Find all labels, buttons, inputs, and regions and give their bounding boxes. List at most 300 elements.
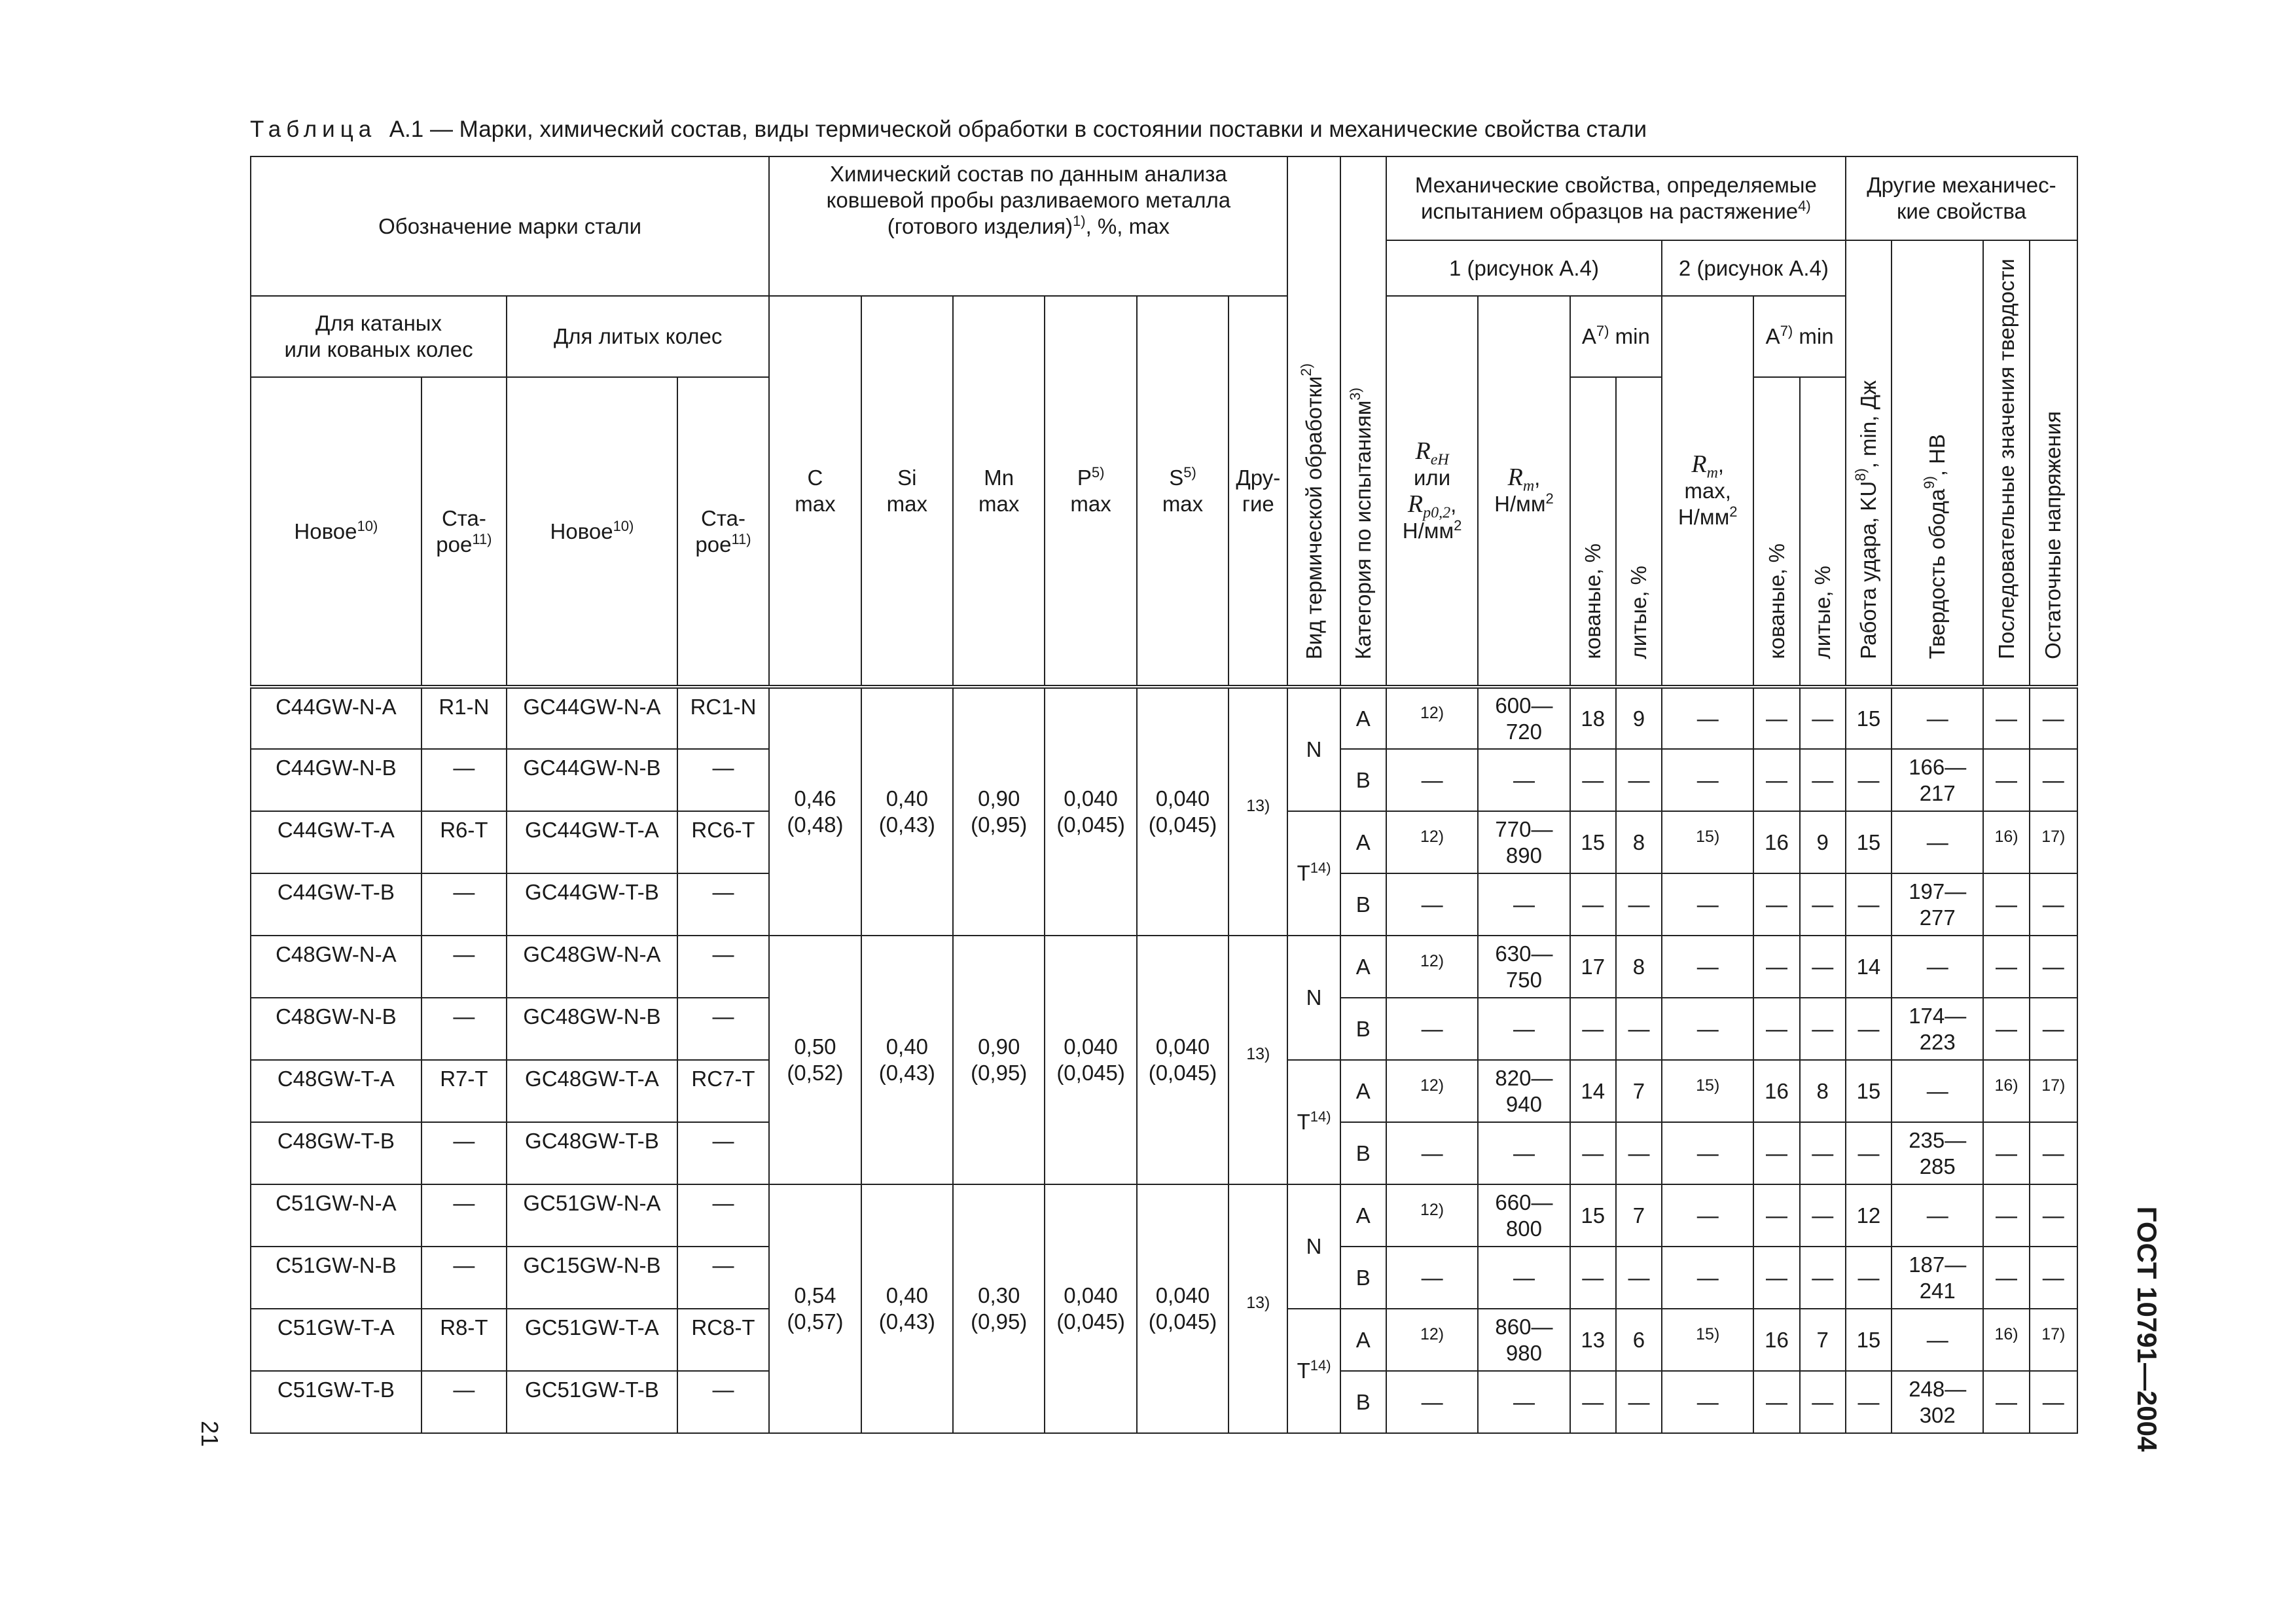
- tensile-strength-max: 940: [1505, 1091, 1542, 1116]
- elongation-forged-cell-2: 16: [1753, 811, 1799, 873]
- hardness-cell: [1892, 1122, 1983, 1184]
- grade-new-cell: C48GW-T-B: [251, 1122, 422, 1184]
- residual-stress-value: 17): [2041, 1076, 2066, 1095]
- residual-stress-value: 17): [2041, 1324, 2066, 1343]
- tensile-max-value: —: [1696, 706, 1719, 731]
- hardness-min: —: [1926, 1078, 1948, 1103]
- cast-grade-old-cell: —: [677, 936, 769, 998]
- elongation-forged-cell-2: —: [1753, 1371, 1799, 1433]
- chem-other-note: 13): [1246, 797, 1270, 815]
- hardness-cell: [1892, 1309, 1983, 1371]
- cast-old-line1: Ста-: [701, 505, 745, 530]
- hardness-max: 277: [1919, 905, 1956, 930]
- grade-new-cell: C44GW-T-A: [251, 811, 422, 873]
- hardness-max: 241: [1919, 1278, 1956, 1303]
- hardness-min: 174—: [1909, 1003, 1967, 1028]
- chem-mn-value: 0,90: [978, 1034, 1020, 1059]
- rolled-old-header: [422, 377, 507, 687]
- seq-hardness-value: 16): [1994, 827, 2018, 846]
- residual-stress-value: —: [2042, 1265, 2064, 1290]
- heat-treatment-t-sup: 14): [1310, 1108, 1331, 1125]
- elongation-cast-cell-1: 7: [1616, 1184, 1662, 1247]
- chem-p-value: 0,040: [1064, 1283, 1118, 1307]
- hardness-min: —: [1926, 954, 1948, 979]
- hardness-min: 166—: [1909, 754, 1967, 779]
- elongation-cast-cell-1: —: [1616, 1122, 1662, 1184]
- tensile-strength-cell: [1478, 811, 1570, 873]
- hardness-header: [1892, 240, 1983, 687]
- residual-stress-cell: [2030, 1247, 2077, 1309]
- chem-mn-cell: [953, 936, 1045, 1184]
- reh-header: [1386, 296, 1478, 687]
- chem-c-value: 0,50: [794, 1034, 836, 1059]
- seq-hardness-cell: [1983, 1184, 2029, 1247]
- elongation-cast-cell-2: 8: [1800, 1060, 1846, 1122]
- tensile-strength-max: 720: [1505, 719, 1542, 744]
- chem-mn-ladle-value: (0,95): [971, 812, 1028, 837]
- hardness-cell: [1892, 1371, 1983, 1433]
- elongation-cast-cell-1: 9: [1616, 687, 1662, 749]
- mech-header: [1386, 156, 1846, 240]
- tensile-strength-max: 750: [1505, 967, 1542, 992]
- s-label: S: [1169, 465, 1184, 490]
- yield-strength-value: —: [1421, 1140, 1443, 1165]
- residual-stress-value: —: [2042, 1389, 2064, 1414]
- hardness-cell: [1892, 1247, 1983, 1309]
- rm2-unit-sup: 2: [1729, 503, 1738, 520]
- heat-treatment-t-cell: [1287, 1309, 1340, 1433]
- s-header: [1137, 296, 1229, 687]
- hardness-min: 187—: [1909, 1252, 1967, 1277]
- side-title: [2121, 1198, 2173, 1460]
- grade-old-cell: —: [422, 998, 507, 1060]
- page-number: [190, 1408, 229, 1460]
- elongation-forged-cell-1: 15: [1570, 1184, 1616, 1247]
- residual-stress-cell: [2030, 1371, 2077, 1433]
- heat-treatment-header: [1287, 156, 1340, 687]
- heat-treatment-t-sup: 14): [1310, 1357, 1331, 1374]
- rolled-new-text: Новое: [294, 519, 357, 543]
- grade-new-cell: C48GW-N-B: [251, 998, 422, 1060]
- yield-strength-cell: [1386, 1371, 1478, 1433]
- caption-prefix: Таблица: [250, 117, 377, 142]
- residual-stress-value: —: [2042, 1140, 2064, 1165]
- yield-strength-cell: [1386, 1122, 1478, 1184]
- seq-hardness-cell: [1983, 998, 2029, 1060]
- a-min-2-sup: 7): [1780, 323, 1793, 339]
- test-category-cell: A: [1340, 811, 1386, 873]
- tensile-max-value: 15): [1696, 1076, 1720, 1095]
- test-category-cell: B: [1340, 873, 1386, 936]
- residual-stress-value: —: [2042, 767, 2064, 792]
- forged-header-1: [1570, 377, 1616, 687]
- chem-header-tail: , %, max: [1085, 214, 1170, 238]
- cast-grade-new-cell: GC51GW-T-B: [507, 1371, 677, 1433]
- yield-strength-value: —: [1421, 767, 1443, 792]
- test-category-cell: B: [1340, 1122, 1386, 1184]
- impact-energy-cell: 14: [1846, 936, 1892, 998]
- yield-strength-value: —: [1421, 1389, 1443, 1414]
- yield-strength-cell: [1386, 749, 1478, 811]
- chem-mn-cell: [953, 1184, 1045, 1433]
- elongation-forged-cell-2: —: [1753, 936, 1799, 998]
- elongation-cast-cell-2: 9: [1800, 811, 1846, 873]
- chem-c-ladle-value: (0,52): [787, 1061, 844, 1085]
- hardness-cell: [1892, 811, 1983, 873]
- fig1-header: [1386, 240, 1662, 296]
- a-min-header-1: [1570, 296, 1662, 377]
- p-sup: 5): [1091, 464, 1105, 481]
- hardness-max: 302: [1919, 1402, 1956, 1427]
- forged-header-2: [1753, 377, 1799, 687]
- other-line1: Дру-: [1236, 465, 1281, 490]
- chem-c-value: 0,46: [794, 786, 836, 811]
- cast-grade-new-cell: GC48GW-N-B: [507, 998, 677, 1060]
- elongation-cast-cell-2: —: [1800, 749, 1846, 811]
- rm2-letter: R: [1691, 450, 1707, 478]
- cast-grade-old-cell: —: [677, 998, 769, 1060]
- seq-hardness-cell: [1983, 687, 2029, 749]
- elongation-forged-cell-1: —: [1570, 1247, 1616, 1309]
- yield-strength-value: 12): [1420, 827, 1444, 846]
- tensile-strength-cell: [1478, 749, 1570, 811]
- seq-hardness-cell: [1983, 811, 2029, 873]
- mn-max: max: [978, 491, 1020, 516]
- c-max: max: [795, 491, 836, 516]
- chem-c-ladle-value: (0,48): [787, 812, 844, 837]
- test-category-text: Категория по испытаниям: [1350, 400, 1375, 659]
- other-header: [1229, 296, 1287, 687]
- test-category-cell: A: [1340, 687, 1386, 749]
- seq-hardness-header: [1983, 240, 2029, 687]
- a-min-2-b: min: [1793, 324, 1834, 348]
- hardness-min: —: [1926, 830, 1948, 854]
- tensile-strength-min: 660—: [1495, 1190, 1553, 1214]
- impact-energy-cell: 15: [1846, 811, 1892, 873]
- residual-stress-cell: [2030, 687, 2077, 749]
- chem-p-cell: [1045, 687, 1136, 936]
- rm-unit: Н/мм: [1494, 492, 1546, 516]
- heat-treatment-t-cell: [1287, 811, 1340, 936]
- chem-other-note: 13): [1246, 1294, 1270, 1312]
- hardness-cell: [1892, 749, 1983, 811]
- cast-new-header: [507, 377, 677, 687]
- elongation-forged-cell-1: 15: [1570, 811, 1616, 873]
- elongation-forged-cell-1: 13: [1570, 1309, 1616, 1371]
- residual-stress-cell: [2030, 1309, 2077, 1371]
- cast-grade-old-cell: —: [677, 1371, 769, 1433]
- grade-new-cell: C44GW-N-B: [251, 749, 422, 811]
- yield-strength-value: —: [1421, 1265, 1443, 1290]
- side-title-text: ГОСТ 10791—2004: [2132, 1206, 2162, 1452]
- a-min-2-a: A: [1765, 324, 1780, 348]
- tensile-strength-max: 890: [1505, 843, 1542, 867]
- grade-new-cell: C51GW-T-B: [251, 1371, 422, 1433]
- tensile-max-cell: [1662, 1309, 1753, 1371]
- tensile-strength-cell: [1478, 687, 1570, 749]
- chem-other-cell: [1229, 1184, 1287, 1433]
- elongation-forged-cell-2: —: [1753, 873, 1799, 936]
- chem-si-cell: [861, 687, 953, 936]
- rolled-old-line2: рое: [436, 532, 473, 556]
- designation-header: [251, 156, 769, 296]
- tensile-strength-min: —: [1513, 1389, 1535, 1414]
- residual-stress-value: 17): [2041, 827, 2066, 846]
- seq-hardness-value: —: [1996, 1016, 2018, 1041]
- mech-header-sup: 4): [1798, 198, 1811, 214]
- tensile-strength-cell: [1478, 998, 1570, 1060]
- rp-letter: R: [1407, 490, 1424, 518]
- steel-grades-table: [250, 156, 2078, 1434]
- test-category-cell: A: [1340, 1060, 1386, 1122]
- elongation-forged-cell-2: 16: [1753, 1309, 1799, 1371]
- tensile-max-cell: [1662, 936, 1753, 998]
- seq-hardness-cell: [1983, 749, 2029, 811]
- mech-header-line1: Механические свойства, определяемые: [1414, 173, 1817, 197]
- elongation-cast-cell-2: —: [1800, 1184, 1846, 1247]
- hardness-max: 223: [1919, 1029, 1956, 1054]
- grade-old-cell: R6-T: [422, 811, 507, 873]
- grade-old-cell: —: [422, 1122, 507, 1184]
- elongation-cast-cell-2: —: [1800, 687, 1846, 749]
- elongation-cast-cell-1: 7: [1616, 1060, 1662, 1122]
- tensile-strength-min: —: [1513, 1016, 1535, 1041]
- hardness-cell: [1892, 873, 1983, 936]
- cast-grade-old-cell: RC6-T: [677, 811, 769, 873]
- seq-hardness-cell: [1983, 1060, 2029, 1122]
- tensile-max-cell: [1662, 1371, 1753, 1433]
- tensile-max-value: —: [1696, 1389, 1719, 1414]
- seq-hardness-value: 16): [1994, 1076, 2018, 1095]
- tensile-strength-cell: [1478, 1309, 1570, 1371]
- grade-old-cell: R1-N: [422, 687, 507, 749]
- grade-new-cell: C48GW-N-A: [251, 936, 422, 998]
- forged-text-2: кованые, %: [1764, 543, 1789, 659]
- chem-s-value: 0,040: [1155, 1034, 1210, 1059]
- rp-symbol: [1407, 490, 1451, 522]
- seq-hardness-value: —: [1996, 892, 2018, 917]
- hardness-cell: [1892, 936, 1983, 998]
- cast-grade-old-cell: RC7-T: [677, 1060, 769, 1122]
- yield-strength-cell: [1386, 1060, 1478, 1122]
- cast-pct-header-1: [1616, 377, 1662, 687]
- test-category-cell: B: [1340, 749, 1386, 811]
- tensile-max-value: 15): [1696, 827, 1720, 846]
- yield-strength-cell: [1386, 687, 1478, 749]
- forged-text-1: кованые, %: [1580, 543, 1605, 659]
- rm-letter: R: [1507, 464, 1523, 491]
- impact-energy-cell: 15: [1846, 687, 1892, 749]
- tensile-strength-cell: [1478, 1371, 1570, 1433]
- chem-s-ladle-value: (0,045): [1148, 812, 1217, 837]
- test-category-cell: A: [1340, 1309, 1386, 1371]
- residual-stress-cell: [2030, 1122, 2077, 1184]
- elongation-cast-cell-1: —: [1616, 1247, 1662, 1309]
- rolled-header: [251, 296, 507, 377]
- grade-old-cell: —: [422, 1371, 507, 1433]
- chem-mn-ladle-value: (0,95): [971, 1061, 1028, 1085]
- chem-header-line3: (готового изделия): [887, 214, 1073, 238]
- yield-strength-value: —: [1421, 892, 1443, 917]
- chem-p-cell: [1045, 936, 1136, 1184]
- hardness-min: 248—: [1909, 1376, 1967, 1401]
- fig2-text: 2 (рисунок А.4): [1678, 255, 1829, 280]
- elongation-cast-cell-2: —: [1800, 936, 1846, 998]
- rolled-new-sup: 10): [357, 517, 378, 534]
- chem-s-cell: [1137, 687, 1229, 936]
- tensile-strength-max: 800: [1505, 1216, 1542, 1241]
- elongation-cast-cell-2: 7: [1800, 1309, 1846, 1371]
- elongation-cast-cell-1: —: [1616, 1371, 1662, 1433]
- seq-hardness-cell: [1983, 1371, 2029, 1433]
- chem-other-cell: [1229, 687, 1287, 936]
- p-max: max: [1070, 491, 1111, 516]
- heat-treatment-t-label: T: [1297, 1359, 1310, 1383]
- elongation-cast-cell-1: —: [1616, 749, 1662, 811]
- cast-grade-new-cell: GC44GW-T-A: [507, 811, 677, 873]
- cast-grade-new-cell: GC51GW-T-A: [507, 1309, 677, 1371]
- rm2-comma: ,: [1717, 452, 1725, 477]
- elongation-cast-cell-2: —: [1800, 873, 1846, 936]
- a-min-1-a: A: [1581, 324, 1596, 348]
- hardness-max: 285: [1919, 1154, 1956, 1178]
- chem-s-ladle-value: (0,045): [1148, 1309, 1217, 1334]
- chem-p-ladle-value: (0,045): [1056, 1309, 1125, 1334]
- impact-energy-cell: 12: [1846, 1184, 1892, 1247]
- table-row: [251, 936, 2077, 998]
- impact-energy-cell: —: [1846, 1371, 1892, 1433]
- chem-si-ladle-value: (0,43): [878, 1309, 935, 1334]
- cast-grade-old-cell: —: [677, 1122, 769, 1184]
- yield-strength-cell: [1386, 1247, 1478, 1309]
- tensile-max-cell: [1662, 1122, 1753, 1184]
- fig2-header: [1662, 240, 1846, 296]
- elongation-cast-cell-2: —: [1800, 1371, 1846, 1433]
- rm-max-header: [1662, 296, 1753, 687]
- tensile-max-cell: [1662, 873, 1753, 936]
- chem-s-value: 0,040: [1155, 786, 1210, 811]
- cast-grade-new-cell: GC44GW-N-A: [507, 687, 677, 749]
- cast-pct-text-2: литые, %: [1810, 566, 1835, 659]
- test-category-cell: B: [1340, 1247, 1386, 1309]
- cast-grade-old-cell: RC1-N: [677, 687, 769, 749]
- elongation-forged-cell-1: 17: [1570, 936, 1616, 998]
- grade-new-cell: C51GW-N-A: [251, 1184, 422, 1247]
- chem-c-cell: [769, 936, 861, 1184]
- hardness-min: —: [1926, 706, 1948, 731]
- heat-treatment-t-label: T: [1297, 861, 1310, 885]
- table-body: [251, 687, 2077, 1433]
- tensile-max-value: —: [1696, 954, 1719, 979]
- chem-si-cell: [861, 1184, 953, 1433]
- tensile-strength-min: 860—: [1495, 1314, 1553, 1339]
- si-label: Si: [897, 465, 917, 490]
- seq-hardness-cell: [1983, 1122, 2029, 1184]
- elongation-forged-cell-1: 14: [1570, 1060, 1616, 1122]
- elongation-cast-cell-1: —: [1616, 873, 1662, 936]
- elongation-forged-cell-2: —: [1753, 1247, 1799, 1309]
- tensile-max-cell: [1662, 749, 1753, 811]
- tensile-max-value: —: [1696, 1016, 1719, 1041]
- grade-new-cell: C44GW-N-A: [251, 687, 422, 749]
- si-max: max: [886, 491, 927, 516]
- hardness-sup: 9): [1921, 476, 1938, 490]
- seq-hardness-text: Последовательные значения твердости: [1994, 259, 2018, 659]
- residual-stress-cell: [2030, 873, 2077, 936]
- rm2-symbol: [1691, 450, 1718, 482]
- reh-letter: R: [1415, 437, 1431, 465]
- chem-header-line1: Химический состав по данным анализа: [829, 162, 1227, 186]
- test-category-cell: A: [1340, 1184, 1386, 1247]
- yield-strength-value: 12): [1420, 1076, 1444, 1095]
- impact-energy-cell: —: [1846, 873, 1892, 936]
- cast-grade-new-cell: GC51GW-N-A: [507, 1184, 677, 1247]
- rp-comma: ,: [1450, 492, 1457, 517]
- residual-stress-value: —: [2042, 954, 2064, 979]
- a-min-header-2: [1753, 296, 1845, 377]
- tensile-max-value: —: [1696, 767, 1719, 792]
- other-mech-header: [1846, 156, 2077, 240]
- heat-treatment-text: Вид термической обработки: [1301, 376, 1326, 659]
- elongation-forged-cell-1: 18: [1570, 687, 1616, 749]
- chem-p-ladle-value: (0,045): [1056, 812, 1125, 837]
- a-min-1-sup: 7): [1596, 323, 1609, 339]
- grade-old-cell: —: [422, 1247, 507, 1309]
- other-line2: гие: [1242, 491, 1274, 516]
- grade-new-cell: C48GW-T-A: [251, 1060, 422, 1122]
- chem-p-value: 0,040: [1064, 786, 1118, 811]
- seq-hardness-value: —: [1996, 706, 2018, 731]
- yield-strength-cell: [1386, 1184, 1478, 1247]
- cast-grade-new-cell: GC48GW-T-B: [507, 1122, 677, 1184]
- grade-old-cell: R8-T: [422, 1309, 507, 1371]
- cast-grade-new-cell: GC44GW-T-B: [507, 873, 677, 936]
- reh-symbol: [1415, 437, 1449, 469]
- s-max: max: [1162, 491, 1204, 516]
- page-number-text: 21: [196, 1420, 223, 1448]
- residual-stress-value: —: [2042, 892, 2064, 917]
- hardness-cell: [1892, 1184, 1983, 1247]
- tensile-max-value: —: [1696, 1203, 1719, 1228]
- c-label: C: [807, 465, 823, 490]
- cast-grade-new-cell: GC44GW-N-B: [507, 749, 677, 811]
- p-header: [1045, 296, 1136, 687]
- chem-si-value: 0,40: [886, 1034, 928, 1059]
- grade-old-cell: R7-T: [422, 1060, 507, 1122]
- yield-strength-value: 12): [1420, 703, 1444, 722]
- chem-c-cell: [769, 687, 861, 936]
- residual-stress-cell: [2030, 749, 2077, 811]
- cast-grade-old-cell: —: [677, 1247, 769, 1309]
- seq-hardness-value: 16): [1994, 1324, 2018, 1343]
- mech-header-line2: испытанием образцов на растяжение: [1420, 199, 1799, 223]
- tensile-strength-min: 630—: [1495, 941, 1553, 966]
- table-row: [251, 1184, 2077, 1247]
- elongation-cast-cell-1: —: [1616, 998, 1662, 1060]
- hardness-min: —: [1926, 1203, 1948, 1228]
- chem-other-cell: [1229, 936, 1287, 1184]
- other-mech-line2: кие свойства: [1896, 199, 2026, 223]
- tensile-max-cell: [1662, 998, 1753, 1060]
- cast-pct-text-1: литые, %: [1626, 566, 1651, 659]
- s-sup: 5): [1183, 464, 1196, 481]
- table-caption: [250, 117, 1647, 143]
- chem-si-value: 0,40: [886, 1283, 928, 1307]
- yield-strength-cell: [1386, 936, 1478, 998]
- hardness-cell: [1892, 1060, 1983, 1122]
- yield-strength-cell: [1386, 998, 1478, 1060]
- hardness-max: 217: [1919, 780, 1956, 805]
